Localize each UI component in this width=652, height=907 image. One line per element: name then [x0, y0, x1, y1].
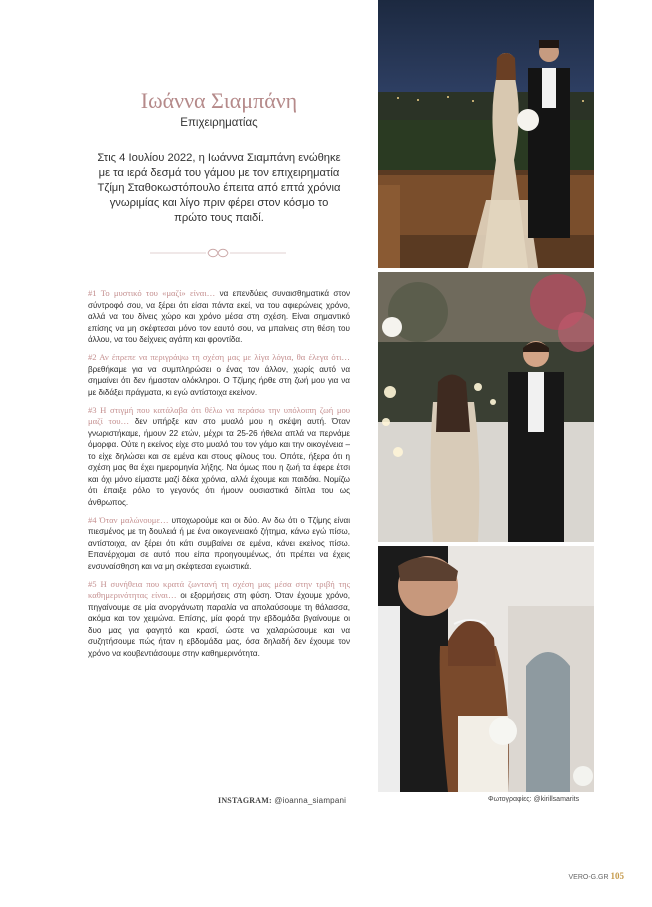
ornament-divider-icon [150, 246, 286, 260]
qa-question: #2 Αν έπρεπε να περιγράψω τη σχέση μας με λίγα λόγια, θα έλεγα ότι… [88, 352, 350, 362]
article-intro: Στις 4 Ιουλίου 2022, η Ιωάννα Σιαμπάνη ενώθηκε με τα ιερά δεσμά του γάμου με τον επιχειρηματία Τζίμη Σταθοκωστόπουλο έπειτα από επτά χρόνια γνωριμίας και λίγο πριν φέρει στον κόσμο το πρώτο τους παιδί. [97, 152, 341, 224]
article-subtitle: Επιχειρηματίας [180, 117, 258, 129]
qa-item [88, 352, 350, 398]
qa-answer: δεν υπήρξε καν στο μυαλό μου η σκέψη αυτή. Όταν γνωριστήκαμε, ήμουν 22 ετών, μέχρι τα 25-26 ήθελα απλά να περνάμε όμορφα. Ούτε η εκείνος είχε στο μυαλό του τον γάμο και την οικογένεια – το είχε δηλώσει και σε εμένα και στους φίλους του. Οπότε, ήξερα ότι η σχέση μας θα έχει ημερομηνία λήξης. Να όμως που η ζωή τα έφερε έτσι και όχι μόνο είμαστε μαζί δέκα χρόνια, αλλά έχουμε και παιδάκι. Νομίζω ότι έπαιξε ρόλο το γεγονός ότι ήμουν ουσιαστικά δίπλα του ως άνθρωπος. [88, 417, 350, 507]
instagram-handle[interactable]: @ioanna_siampani [274, 796, 347, 805]
qa-answer: οι εξορμήσεις στη φύση. Όταν έχουμε χρόνο, πηγαίνουμε σε μία ανοργάνωτη παραλία να απολαύσουμε τη θάλασσα, ακόμα και τον χειμώνα. Επίσης, μία φορά την εβδομάδα βγαίνουμε οι δυο μας για φαγητό και κρασί, ώστε να χαλαρώσουμε και να συζητήσουμε πώς ήταν η εβδομάδα μας, όσα δηλαδή δεν έχουμε τον χρόνο να κουβεντιάσουμε στην καθημερινότητα. [88, 591, 350, 658]
wedding-photo-sparklers [378, 272, 594, 542]
qa-answer: να επενδύεις συναισθηματικά στον σύντροφό σου, να ξέρει ότι είσαι πάντα εκεί, να του αφιερώνεις χρόνο, αλλά να του δίνεις χώρο και χρόνο μέσα στη σχέση. Είναι σημαντικό επίσης να μη σκέφτεσαι μόνο τον εαυτό σου, να μπαίνεις στη θέση του άλλου, να του δείχνεις αγάπη και φροντίδα. [88, 289, 350, 344]
instagram-label: INSTAGRAM: [218, 796, 272, 805]
page-footer [568, 871, 624, 881]
qa-question: #5 Η συνήθεια που κρατά ζωντανή τη σχέση μας μέσα στην τριβή της καθημερινότητας είναι… [88, 578, 350, 600]
footer-site[interactable]: VERO-G.GR [568, 874, 609, 881]
qa-item [88, 579, 350, 660]
qa-item [88, 288, 350, 346]
qa-item [88, 515, 350, 573]
page-number: 105 [610, 871, 624, 881]
qa-answer: υποχωρούμε και οι δύο. Αν δω ότι ο Τζίμης είναι πιεσμένος με τη δουλειά ή με ένα οικογενειακό ζήτημα, κάνω εγώ πίσω, αντίστοιχα, αν ξέρει ότι κάτι συμβαίνει σε εμένα, κάνει εκείνος πίσω. Επανέρχομαι σε αυτό που είπα προηγουμένως, ότι πρέπει να έχεις ενσυναίσθηση και να μη σκέφτεσαι εγωιστικά. [88, 515, 350, 571]
instagram-credit [218, 796, 346, 805]
article-title: Ιωάννα Σιαμπάνη [140, 88, 298, 113]
qa-answer: βρεθήκαμε για να συμπληρώσει ο ένας τον άλλον, χωρίς αυτό να σημαίνει ότι δεν ήμασταν ολόκληροι. Ο Τζίμης ήρθε στη ζωή μου για να με διδάξει πράγματα, κι εγώ αντίστοιχα εκείνον. [88, 364, 350, 397]
qa-item [88, 405, 350, 509]
qa-question: #3 Η στιγμή που κατάλαβα ότι θέλω να περάσω την υπόλοιπη ζωή μου μαζί του… [88, 404, 350, 426]
wedding-photo-ceremony [378, 546, 594, 792]
wedding-photo-night [378, 0, 594, 268]
qa-question: #4 Όταν μαλώνουμε… [88, 514, 169, 525]
photo-credit: Φωτογραφίες: @kirillsamarits [488, 796, 580, 803]
qa-list [88, 288, 350, 666]
qa-question: #1 Το μυστικό του «μαζί» είναι… [88, 288, 216, 298]
